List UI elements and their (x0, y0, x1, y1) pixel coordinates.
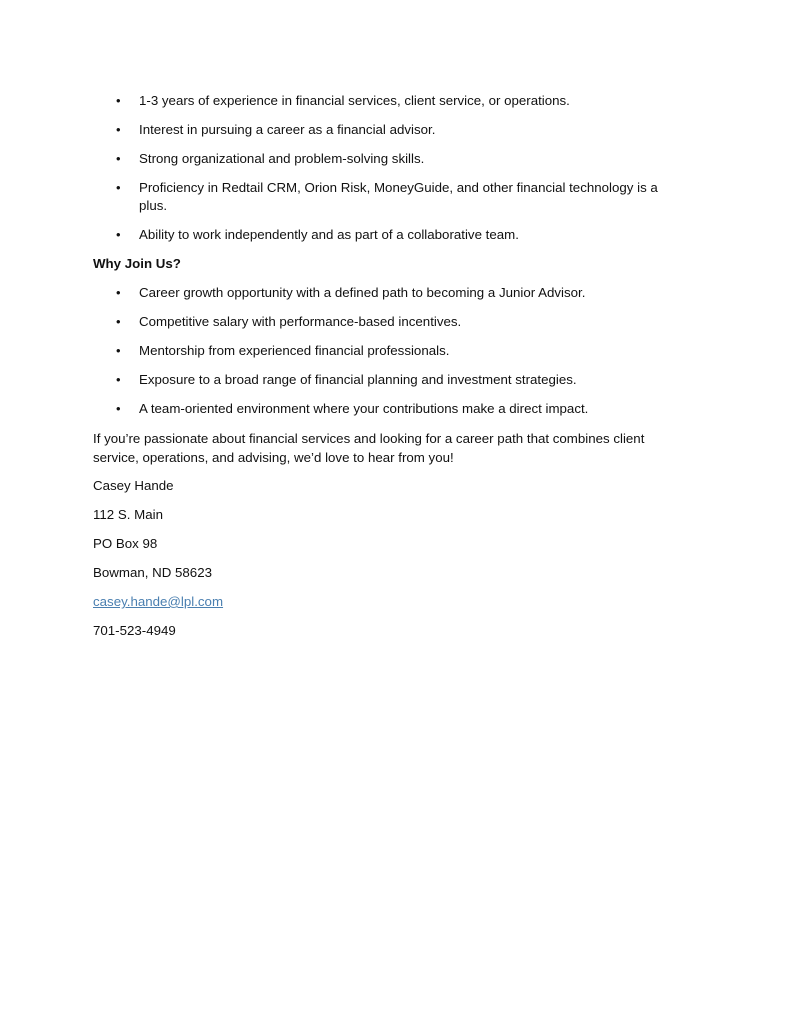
bullet-icon: • (116, 227, 121, 242)
list-item-text: Interest in pursuing a career as a financial advisor. (139, 122, 436, 137)
why-join-heading: Why Join Us? (93, 256, 181, 271)
bullet-icon: • (116, 372, 121, 387)
contact-address-line-2: PO Box 98 (93, 536, 158, 551)
list-item (93, 313, 683, 331)
list-item (93, 342, 683, 360)
bullet-icon: • (116, 314, 121, 329)
list-item-text: Proficiency in Redtail CRM, Orion Risk, MoneyGuide, and other financial technology is a plus. (139, 180, 658, 213)
list-item-text: 1-3 years of experience in financial services, client service, or operations. (139, 93, 570, 108)
contact-address-line-1: 112 S. Main (93, 507, 163, 522)
benefits-list (93, 284, 683, 418)
document-content (93, 92, 683, 651)
list-item (93, 400, 683, 418)
bullet-icon: • (116, 122, 121, 137)
list-item (93, 371, 683, 389)
contact-email-row (93, 593, 683, 611)
contact-email-link[interactable]: casey.hande@lpl.com (93, 594, 224, 609)
list-item (93, 179, 683, 215)
requirements-list (93, 92, 683, 244)
list-item (93, 150, 683, 168)
contact-phone: 701-523-4949 (93, 623, 176, 638)
bullet-icon: • (116, 401, 121, 416)
bullet-icon: • (116, 151, 121, 166)
bullet-icon: • (116, 180, 121, 195)
list-item-text: Competitive salary with performance-based incentives. (139, 314, 462, 329)
list-item (93, 92, 683, 110)
list-item-text: A team-oriented environment where your contributions make a direct impact. (139, 401, 589, 416)
bullet-icon: • (116, 93, 121, 108)
closing-paragraph: If you’re passionate about financial services and looking for a career path that combines client service, operations, and advising, we’d love to hear from you! (93, 431, 645, 465)
list-item-text: Strong organizational and problem-solving skills. (139, 151, 425, 166)
bullet-icon: • (116, 285, 121, 300)
list-item (93, 284, 683, 302)
list-item (93, 226, 683, 244)
contact-name: Casey Hande (93, 478, 174, 493)
list-item-text: Career growth opportunity with a defined path to becoming a Junior Advisor. (139, 285, 586, 300)
contact-city-state-zip: Bowman, ND 58623 (93, 565, 212, 580)
list-item-text: Mentorship from experienced financial professionals. (139, 343, 450, 358)
list-item (93, 121, 683, 139)
bullet-icon: • (116, 343, 121, 358)
list-item-text: Ability to work independently and as part of a collaborative team. (139, 227, 519, 242)
list-item-text: Exposure to a broad range of financial planning and investment strategies. (139, 372, 577, 387)
